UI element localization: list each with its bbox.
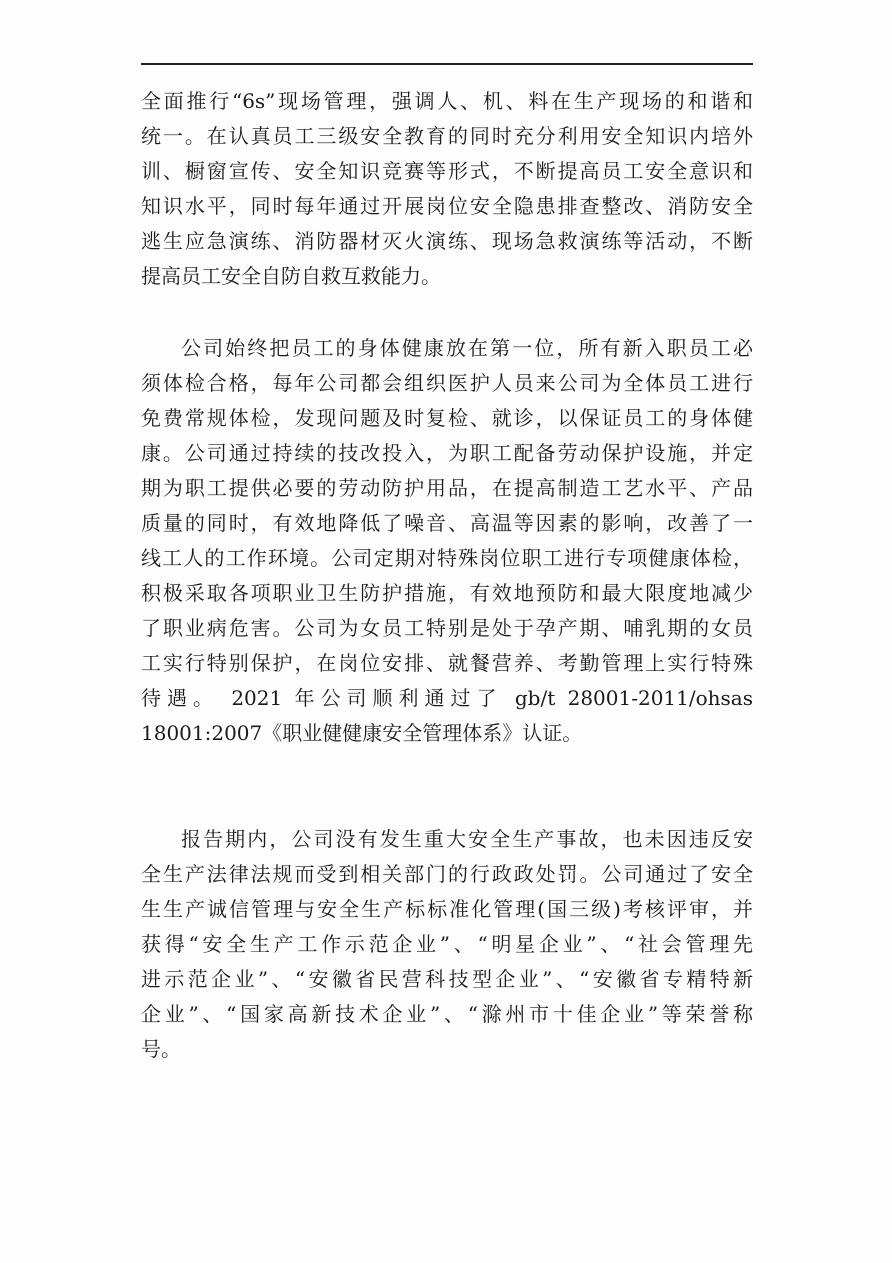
text-line: 提高员工安全自防自救互救能力。 — [141, 264, 441, 288]
text-line: 待遇。 2021 年公司顺利通过了 gb/t 28001-2011/ohsas — [141, 686, 753, 710]
text-line: 统一。在认真员工三级安全教育的同时充分利用安全知识内培外 — [141, 124, 753, 148]
text-line: 工实行特别保护，在岗位安排、就餐营养、考勤管理上实行特殊 — [141, 651, 753, 675]
text-line: 18001:2007《职业健健康安全管理体系》认证。 — [141, 721, 583, 745]
text-line: 逃生应急演练、消防器材灭火演练、现场急救演练等活动，不断 — [141, 229, 753, 253]
text-line: 免费常规体检，发现问题及时复检、就诊，以保证员工的身体健 — [141, 406, 753, 430]
text-line: 积极采取各项职业卫生防护措施，有效地预防和最大限度地减少 — [141, 581, 753, 605]
text-line: 报告期内，公司没有发生重大安全生产事故，也未因违反安 — [181, 827, 753, 851]
text-line: 线工人的工作环境。公司定期对特殊岗位职工进行专项健康体检， — [141, 546, 753, 570]
text-line: 全生产法律法规而受到相关部门的行政政处罚。公司通过了安全 — [141, 862, 753, 886]
paragraph-employee-health — [141, 331, 753, 751]
text-line: 了职业病危害。公司为女员工特别是处于孕产期、哺乳期的女员 — [141, 616, 753, 640]
paragraph-reporting-period — [141, 822, 753, 1067]
text-line: 知识水平，同时每年通过开展岗位安全隐患排查整改、消防安全 — [141, 194, 753, 218]
text-line: 获得“安全生产工作示范企业”、“明星企业”、“社会管理先 — [141, 932, 753, 956]
text-line: 训、橱窗宣传、安全知识竞赛等形式，不断提高员工安全意识和 — [141, 159, 753, 183]
text-line: 期为职工提供必要的劳动防护用品，在提高制造工艺水平、产品 — [141, 476, 753, 500]
paragraph-safety-management — [141, 84, 753, 294]
text-line: 企业”、“国家高新技术企业”、“滁州市十佳企业”等荣誉称 — [141, 1002, 753, 1026]
text-line: 生生产诚信管理与安全生产标标准化管理(国三级)考核评审，并 — [141, 897, 753, 921]
text-line: 质量的同时，有效地降低了噪音、高温等因素的影响，改善了一 — [141, 511, 753, 535]
text-line: 全面推行“6s”现场管理，强调人、机、料在生产现场的和谐和 — [141, 89, 753, 113]
text-line: 进示范企业”、“安徽省民营科技型企业”、“安徽省专精特新 — [141, 967, 753, 991]
text-line: 康。公司通过持续的技改投入，为职工配备劳动保护设施，并定 — [141, 441, 753, 465]
text-line: 号。 — [141, 1037, 181, 1061]
header-rule — [141, 63, 753, 65]
text-line: 公司始终把员工的身体健康放在第一位，所有新入职员工必 — [181, 336, 753, 360]
text-line: 须体检合格，每年公司都会组织医护人员来公司为全体员工进行 — [141, 371, 753, 395]
